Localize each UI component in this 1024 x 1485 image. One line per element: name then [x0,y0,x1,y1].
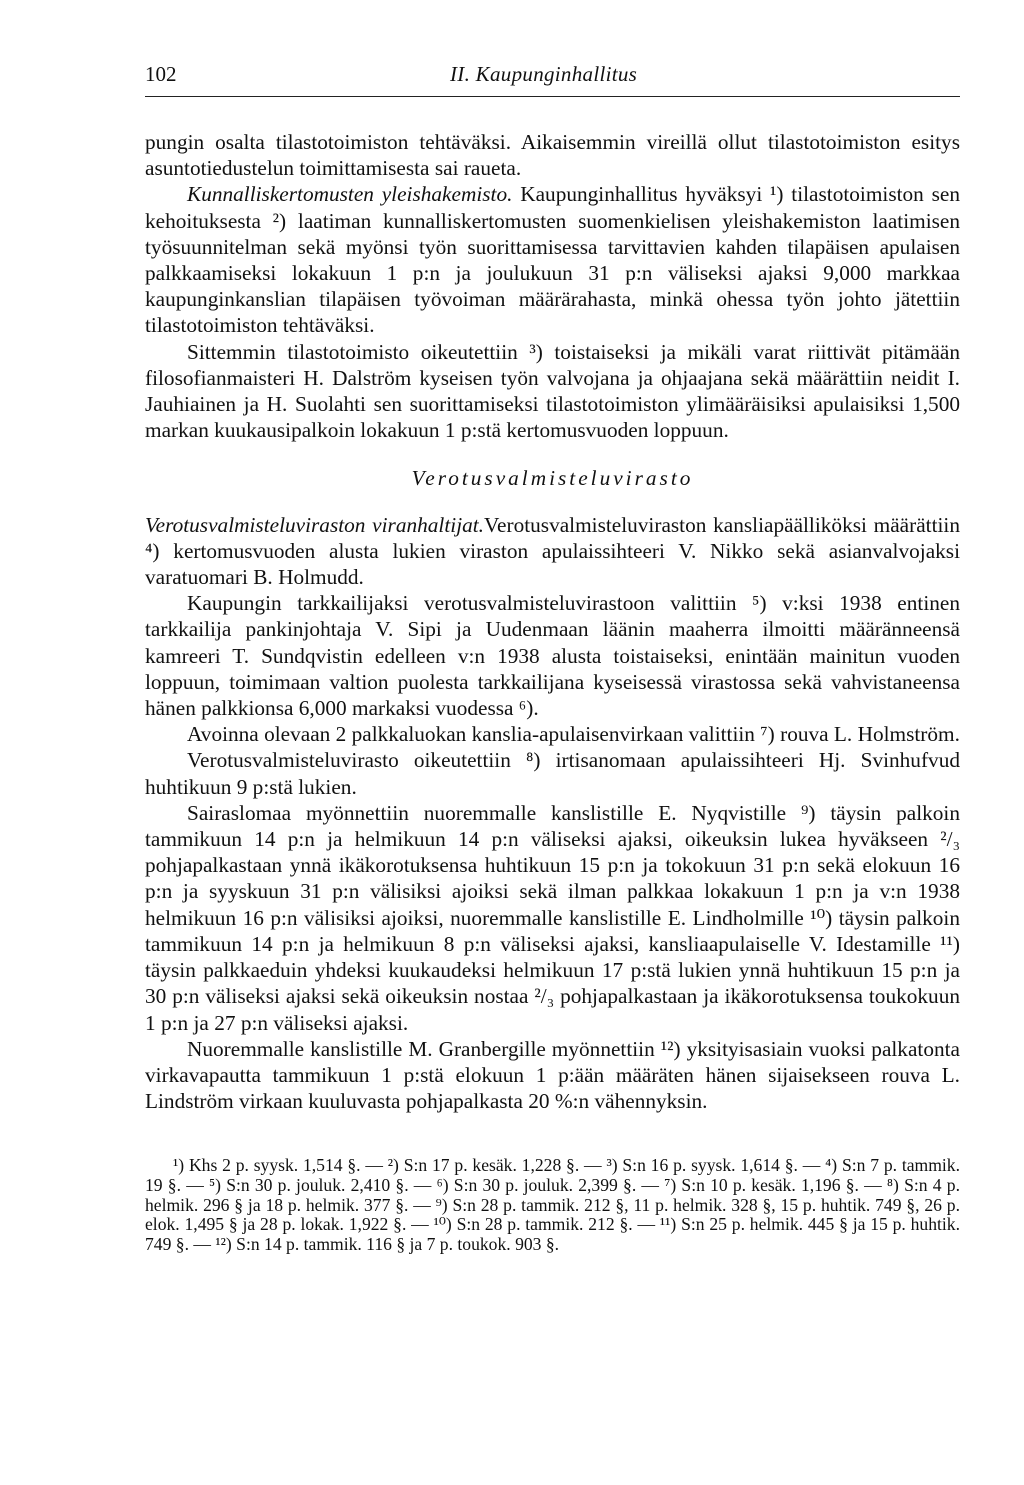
document-page [145,62,960,1254]
paragraph-body: Verotusvalmisteluviraston kansliapäälliköksi määrättiin ⁴) kertomusvuoden alusta lukien viraston apulaissihteeri V. Nikko sekä asianvalvojaksi varatuomari B. Holmudd. [145,512,960,590]
paragraph-kanslia-apulainen: Avoinna olevaan 2 palkkaluokan kanslia-apulaisenvirkaan valittiin ⁷) rouva L. Holmström. [187,722,960,747]
paragraph-continuation: pungin osalta tilastotoimiston tehtäväksi. Aikaisemmin vireillä ollut tilastotoimiston esitys asuntotiedustelun toimittamisesta sai raueta. [145,130,960,181]
paragraph-tarkkailija: Kaupungin tarkkailijaksi verotusvalmisteluvirastoon valittiin ⁵) v:ksi 1938 entinen tarkkailija pankinjohtaja V. Sipi ja Uudenmaan läänin maaherra ilmoitti määränneensä kamreeri T. Sundqvistin edelleen v:n 1938 alusta toistaiseksi, enintään mainitun vuoden loppuun, toimimaan valtion puolesta tarkkailijana kyseisessä virastossa sekä vahvistaneensa hänen palkkionsa 6,000 markaksi vuodessa ⁶). [145,591,960,721]
paragraph-lead-heading: Kunnalliskertomusten yleishakemisto. [187,182,513,207]
paragraph-body: Kaupunginhallitus hyväksyi ¹) tilastotoimiston sen kehoituksesta ²) laatiman kunnalliskertomusten suomenkielisen yleishakemiston laatimisen työsuunnitelman sekä myönsi työn suorittamisessa tarvittavien kahden tilapäisen apulaisen palkkaamiseksi lokakuun 1 p:n ja joulukuun 31 p:n väliseksi ajaksi 9,000 markkaa kaupunginkanslian tilapäisen työvoiman määrärahasta, minkä ohessa työn johto jätettiin tilastotoimiston tehtäväksi. [145,182,960,338]
paragraph-sittemmin: Sittemmin tilastotoimisto oikeutettiin ³) toistaiseksi ja mikäli varat riittivät pitämään filosofianmaisteri H. Dalström kyseisen työn valvojana ja ohjaajana sekä määrättiin neidit I. Jauhiainen ja H. Suolahti sen suorittamiseksi tilastotoimiston ylimääräisiksi apulaisiksi 1,500 markan kuukausipalkoin lokakuun 1 p:stä kertomusvuoden loppuun. [145,339,960,443]
running-header [145,62,960,97]
footnote-text: ¹) Khs 2 p. syysk. 1,514 §. — ²) S:n 17 p. kesäk. 1,228 §. — ³) S:n 16 p. syysk. 1,614 §. — ⁴) S:n 7 p. tammik. 19 §. — ⁵) S:n 30 p. jouluk. 2,410 §. — ⁶) S:n 30 p. jouluk. 2,399 §. — ⁷) S:n 10 p. kesäk. 1,196 §. — ⁸) S:n 4 p. helmik. 296 § ja 18 p. helmik. 377 §. — ⁹) S:n 28 p. tammik. 212 §, 11 p. helmik. 328 §, 15 p. huhtik. 749 §, 26 p. elok. 1,495 § ja 28 p. lokak. 1,922 §. — ¹⁰) S:n 28 p. tammik. 212 §. — ¹¹) S:n 25 p. helmik. 445 § ja 15 p. huhtik. 749 §. — ¹²) S:n 14 p. tammik. 116 § ja 7 p. toukok. 903 §. [145,1155,960,1254]
section-title: Verotusvalmisteluvirasto [411,466,694,491]
paragraph-virkavapaus: Nuoremmalle kanslistille M. Granbergille myönnettiin ¹²) yksityisasiain vuoksi palkatonta virkavapautta tammikuun 1 p:stä elokuun 1 p:ään määräten hänen sijaisekseen rouva L. Lindström virkaan kuuluvasta pohjapalkasta 20 %:n vähennyksin. [145,1036,960,1114]
paragraph-sairasloma: Sairaslomaa myönnettiin nuoremmalle kanslistille E. Nyqvistille ⁹) täysin palkoin tammikuun 14 p:n ja helmikuun 14 p:n väliseksi ajaksi, oikeuksin lukea hyväkseen ²/₃ pohjapalkastaan ynnä ikäkorotuksensa huhtikuun 15 p:n ja tokokuun 31 p:n sekä elokuun 16 p:n ja syyskuun 31 p:n välisiksi ajoiksi sekä ilman palkkaa lokakuun 1 p:n ja v:n 1938 helmikuun 16 p:n välisiksi ajoiksi, nuoremmalle kanslistille E. Lindholmille ¹⁰) täysin palkoin tammikuun 14 p:n ja helmikuun 8 p:n väliseksi ajaksi, kansliaapulaiselle V. Idestamille ¹¹) täysin palkkaeduin yhdeksi kuukaudeksi helmikuun 17 p:stä lukien ynnä huhtikuun 15 p:n ja 30 p:n väliseksi ajaksi sekä oikeuksin nostaa ²/₃ pohjapalkastaan ja ikäkorotuksensa toukokuun 1 p:n ja 27 p:n väliseksi ajaksi. [145,800,960,1035]
running-title: II. Kaupunginhallitus [450,62,638,86]
paragraph-viranhaltijat [145,512,960,591]
paragraph-irtisanominen: Verotusvalmisteluvirasto oikeutettiin ⁸) irtisanomaan apulaissihteeri Hj. Svinhufvud huhtikuun 9 p:stä lukien. [145,748,960,799]
page-number: 102 [145,62,177,86]
paragraph-yleishakemisto [145,181,960,338]
body-text [145,129,960,1114]
paragraph-lead-heading: Verotusvalmisteluviraston viranhaltijat. [145,512,484,537]
footnotes [145,1156,960,1254]
